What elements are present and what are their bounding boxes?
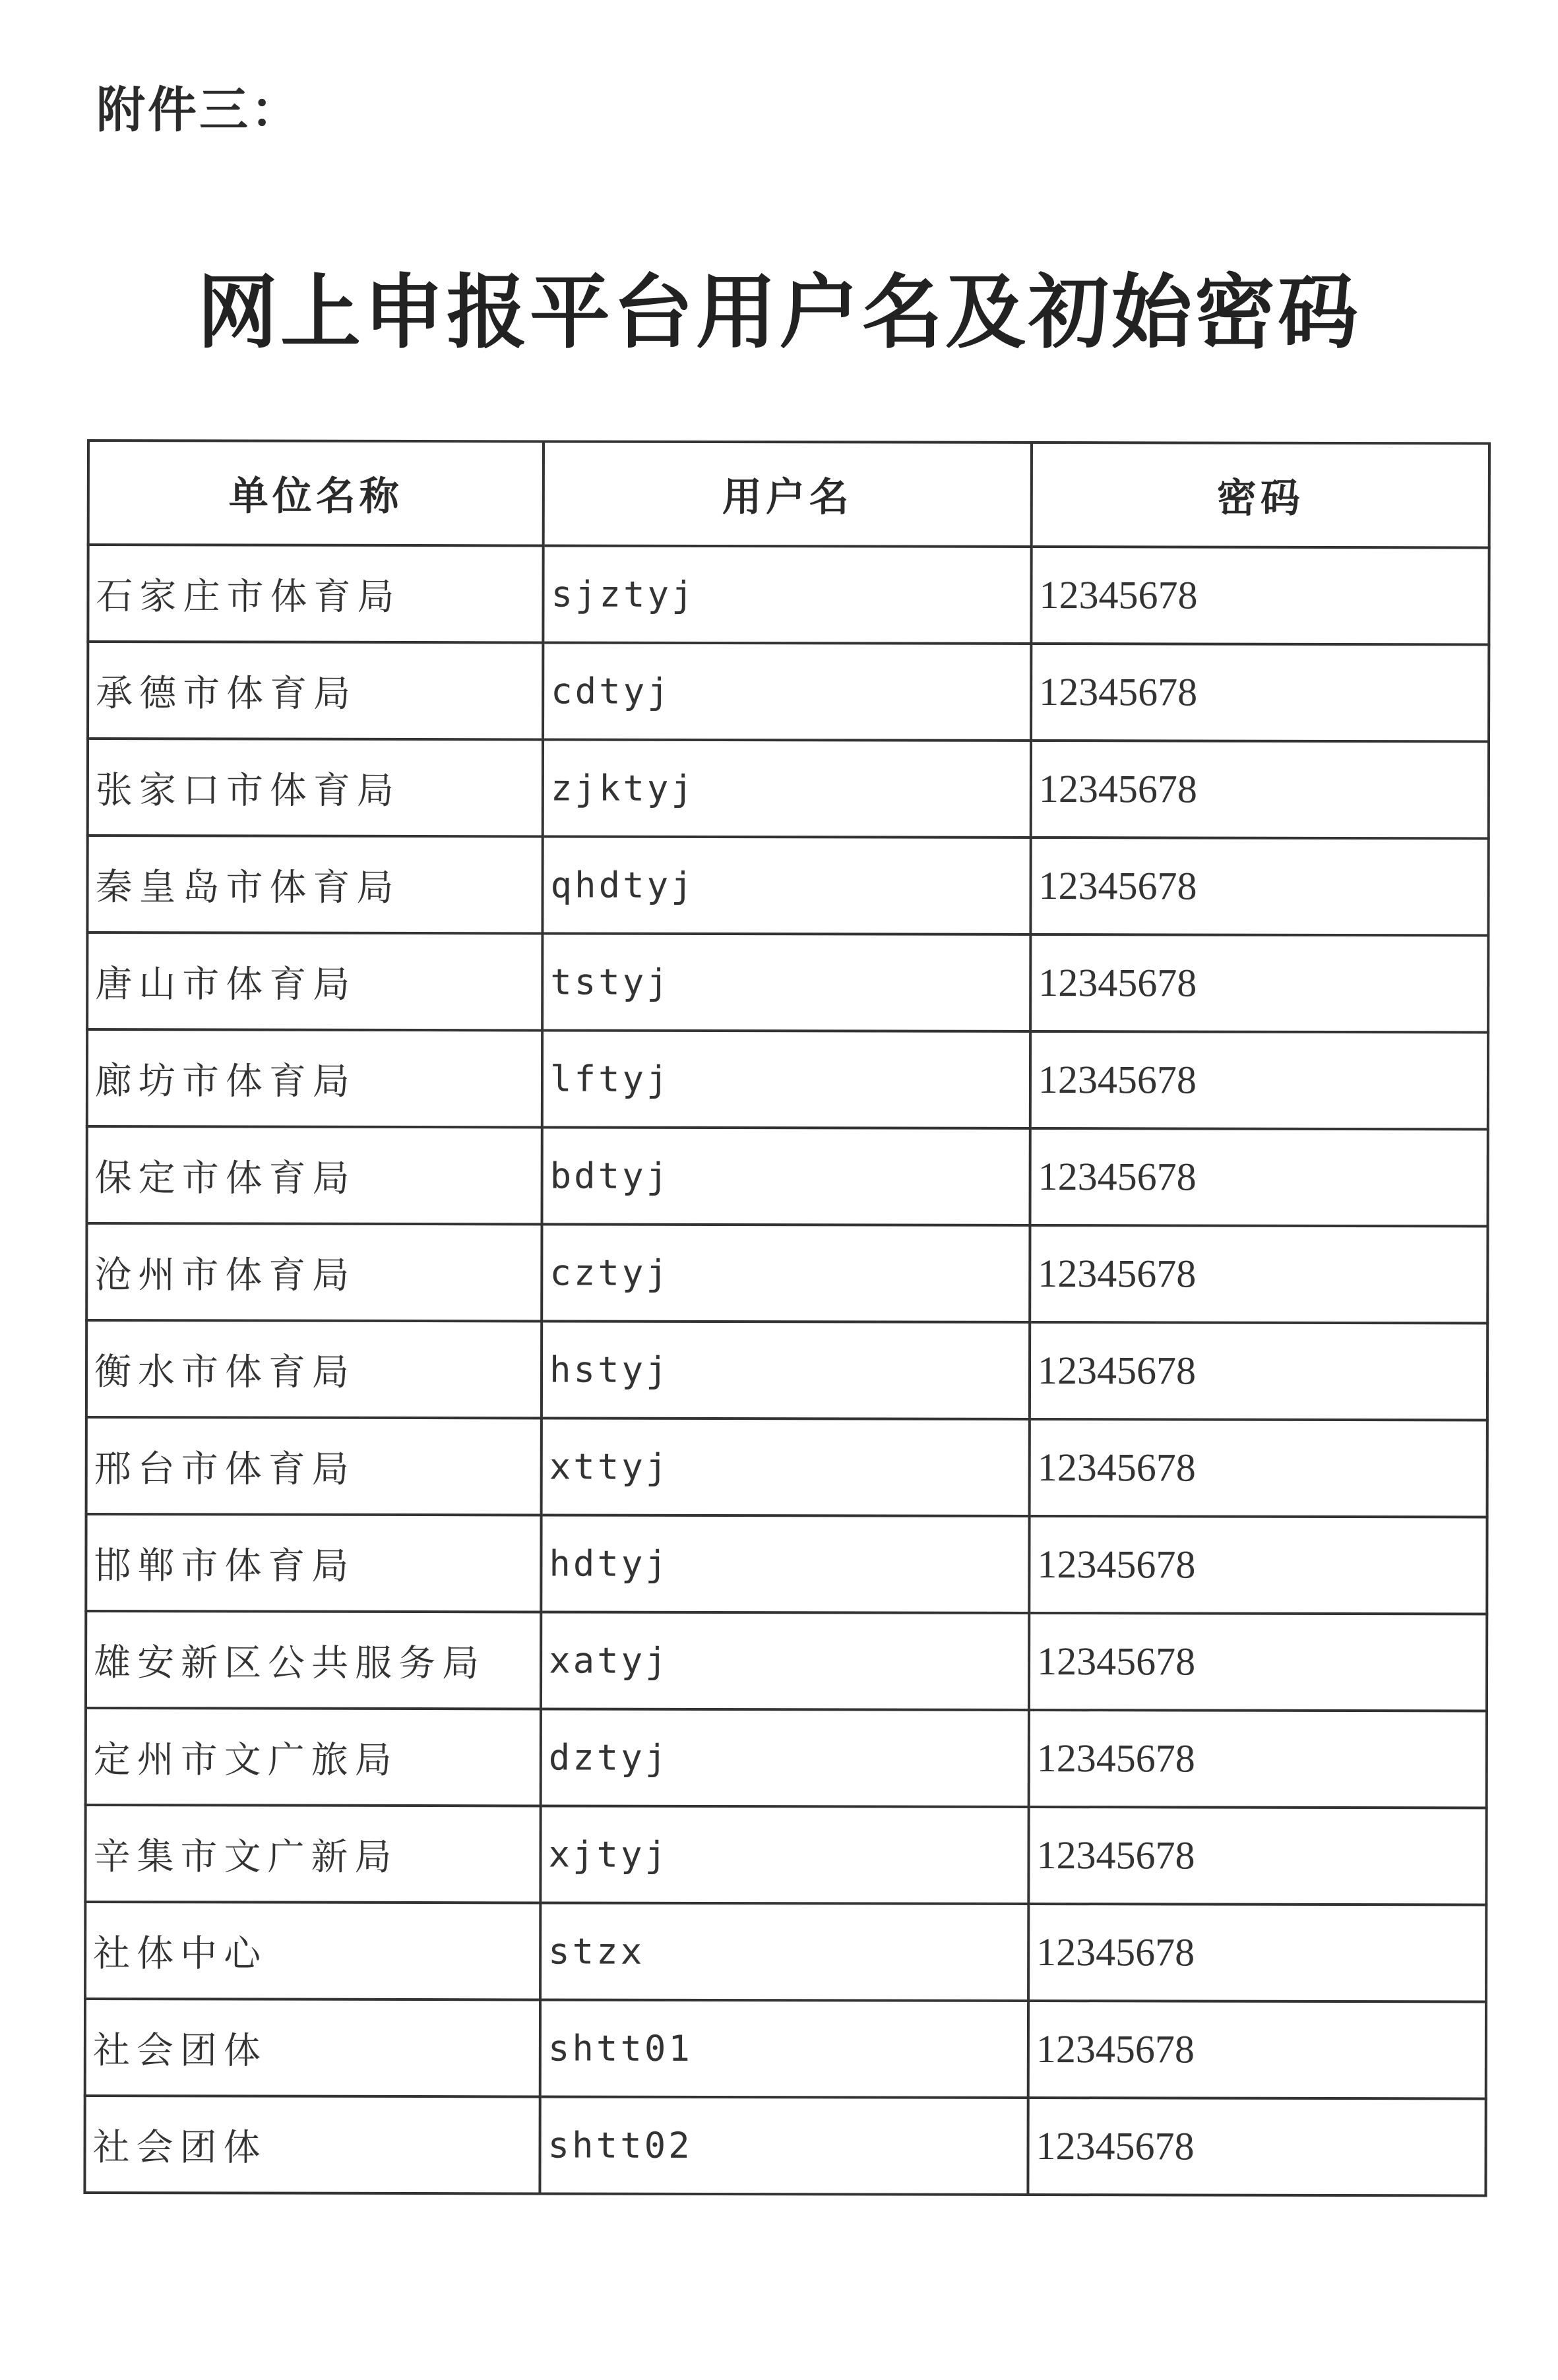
table-row [84,2096,1485,2195]
password-cell: 12345678 [1030,1128,1488,1226]
password-cell: 12345678 [1030,1225,1487,1323]
table-row [87,836,1488,935]
password-cell: 12345678 [1029,1613,1487,1711]
unit-name-cell: 邢台市体育局 [86,1417,542,1515]
username-cell: hdtyj [541,1515,1029,1613]
username-cell: shtt02 [540,2096,1028,2195]
username-cell: xatyj [541,1612,1029,1710]
username-cell: zjktyj [543,739,1031,838]
accounts-table [83,439,1491,2197]
table-row [86,1417,1487,1517]
username-cell: xttyj [542,1418,1030,1516]
password-cell: 12345678 [1028,1904,1486,2001]
unit-name-cell: 定州市文广旅局 [86,1708,541,1806]
unit-name-cell: 保定市体育局 [87,1126,542,1224]
unit-name-cell: 社体中心 [85,1902,540,1999]
password-cell: 12345678 [1031,741,1489,838]
unit-name-cell: 廊坊市体育局 [87,1029,542,1127]
document-title: 网上申报平台用户名及初始密码 [197,264,1361,359]
username-cell: lftyj [542,1030,1030,1128]
unit-name-cell: 秦皇岛市体育局 [87,836,542,933]
username-cell: qhdtyj [542,836,1030,934]
unit-name-cell: 沧州市体育局 [86,1223,542,1321]
unit-name-cell: 承德市体育局 [88,642,543,739]
table-row [86,1514,1487,1614]
username-cell: cztyj [542,1224,1030,1322]
table-row [88,545,1489,644]
table-row [87,1029,1488,1129]
password-cell: 12345678 [1028,2098,1485,2195]
password-cell: 12345678 [1031,547,1489,644]
unit-name-cell: 石家庄市体育局 [88,545,543,642]
username-cell: shtt01 [540,1999,1028,2098]
header-username: 用户名 [544,441,1032,547]
table-header-row [88,441,1489,547]
unit-name-cell: 张家口市体育局 [88,739,543,836]
attachment-label: 附件三： [96,82,302,138]
table-row [86,1611,1487,1711]
unit-name-cell: 邯郸市体育局 [86,1514,541,1612]
username-cell: bdtyj [542,1127,1030,1225]
table-row [86,1320,1487,1420]
username-cell: stzx [540,1903,1028,2001]
table-row [88,642,1489,741]
password-cell: 12345678 [1030,934,1488,1032]
username-cell: cdtyj [543,642,1031,741]
unit-name-cell: 雄安新区公共服务局 [86,1611,541,1709]
unit-name-cell: 衡水市体育局 [86,1320,542,1418]
table-row [87,1126,1488,1226]
password-cell: 12345678 [1029,1516,1487,1614]
username-cell: xjtyj [540,1806,1028,1904]
unit-name-cell: 辛集市文广新局 [85,1805,540,1903]
header-password: 密码 [1032,442,1489,547]
table-row [86,1708,1487,1808]
unit-name-cell: 唐山市体育局 [87,932,542,1030]
username-cell: dztyj [541,1709,1029,1807]
table-row [88,739,1489,838]
unit-name-cell: 社会团体 [85,1999,540,2096]
username-cell: tstyj [542,933,1030,1031]
username-cell: sjztyj [543,545,1031,644]
header-unit-name: 单位名称 [88,441,544,545]
unit-name-cell: 社会团体 [84,2096,540,2193]
password-cell: 12345678 [1030,1419,1487,1517]
password-cell: 12345678 [1028,1807,1486,1905]
username-cell: hstyj [542,1321,1030,1419]
password-cell: 12345678 [1030,1031,1488,1129]
password-cell: 12345678 [1030,1322,1487,1420]
table-row [85,1999,1486,2098]
table-row [86,1223,1487,1323]
password-cell: 12345678 [1031,644,1489,741]
password-cell: 12345678 [1030,838,1488,935]
table-row [85,1902,1486,2001]
password-cell: 12345678 [1029,1710,1487,1808]
table-row [87,932,1488,1032]
password-cell: 12345678 [1028,2001,1486,2098]
table-row [85,1805,1486,1905]
